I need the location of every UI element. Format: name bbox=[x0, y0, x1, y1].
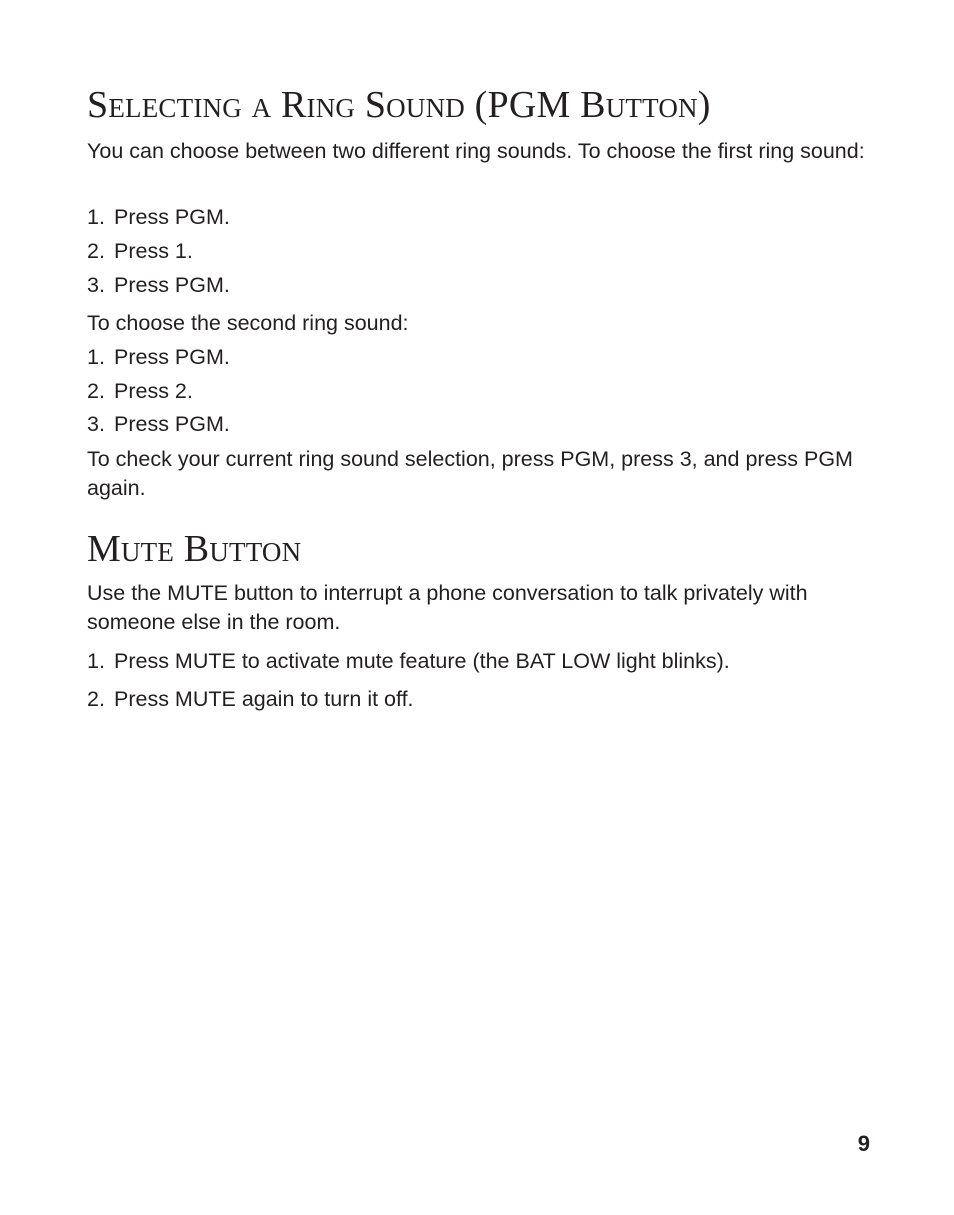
first-ring-step bbox=[87, 271, 877, 300]
first-ring-step bbox=[87, 237, 877, 266]
mute-step bbox=[87, 647, 877, 676]
step-text: Press 1. bbox=[114, 239, 193, 263]
second-ring-intro: To choose the second ring sound: bbox=[87, 311, 409, 335]
step-number: 1. bbox=[87, 345, 105, 369]
check-selection-text: To check your current ring sound selection, press PGM, press 3, and press PGM again. bbox=[87, 447, 853, 500]
step-number: 3. bbox=[87, 273, 105, 297]
second-ring-step bbox=[87, 343, 877, 372]
step-text: Press PGM. bbox=[114, 273, 230, 297]
step-number: 2. bbox=[87, 687, 105, 711]
section-heading-mute-button: Mute Button bbox=[87, 528, 302, 570]
mute-step bbox=[87, 685, 877, 714]
step-number: 2. bbox=[87, 239, 105, 263]
section-heading-ring-sound: Selecting a Ring Sound (PGM Button) bbox=[87, 84, 711, 126]
first-ring-step bbox=[87, 203, 877, 232]
step-number: 3. bbox=[87, 412, 105, 436]
page-number: 9 bbox=[857, 1131, 870, 1156]
step-number: 1. bbox=[87, 205, 105, 229]
mute-intro: Use the MUTE button to interrupt a phone conversation to talk privately with someone else in the room. bbox=[87, 581, 808, 634]
step-number: 1. bbox=[87, 649, 105, 673]
step-text: Press 2. bbox=[114, 379, 193, 403]
step-text: Press MUTE to activate mute feature (the BAT LOW light blinks). bbox=[114, 649, 730, 673]
step-text: Press PGM. bbox=[114, 412, 230, 436]
step-text: Press MUTE again to turn it off. bbox=[114, 687, 414, 711]
second-ring-step bbox=[87, 377, 877, 406]
second-ring-step bbox=[87, 410, 877, 439]
step-text: Press PGM. bbox=[114, 345, 230, 369]
step-text: Press PGM. bbox=[114, 205, 230, 229]
step-number: 2. bbox=[87, 379, 105, 403]
ring-sound-intro: You can choose between two different ring sounds. To choose the first ring sound: bbox=[87, 139, 865, 163]
